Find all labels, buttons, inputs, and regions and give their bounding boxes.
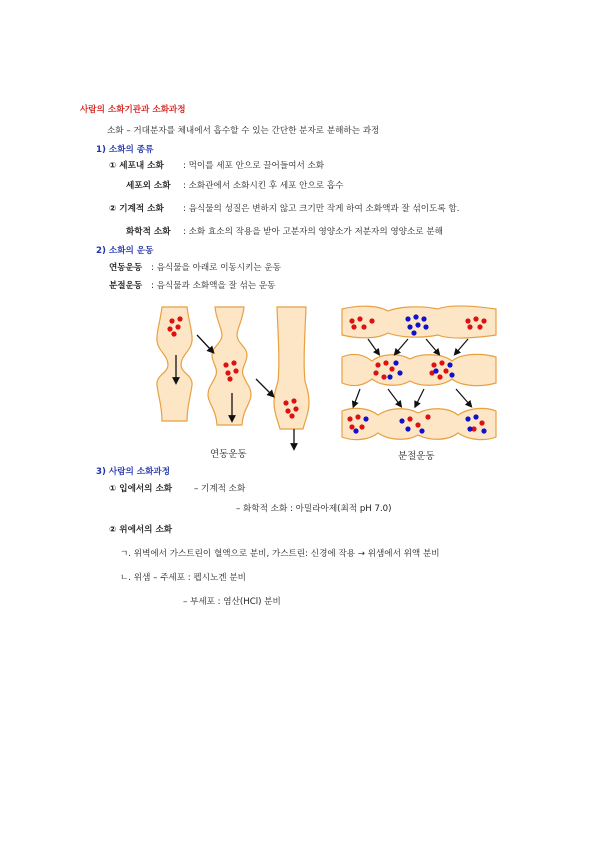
peristalsis-label: 연동운동 bbox=[109, 263, 143, 273]
intracellular-label: ① 세포내 소화 bbox=[109, 161, 164, 171]
segmentation-caption: 분절운동 bbox=[398, 451, 435, 462]
segmentation-label: 분절운동 bbox=[109, 281, 143, 291]
mouth-digestion-label: ① 입에서의 소화 bbox=[109, 484, 173, 494]
mechanical-label: ② 기계적 소화 bbox=[109, 204, 164, 214]
segmentation-figure bbox=[338, 303, 500, 449]
extracellular-label: 세포외 소화 bbox=[126, 181, 171, 191]
mouth-mechanical-text: – 기계적 소화 bbox=[194, 484, 246, 494]
peristalsis-figure bbox=[150, 303, 330, 453]
chief-cell-text: ㄴ. 위샘 – 주세포 : 펩시노겐 분비 bbox=[120, 573, 246, 583]
segment-row-2 bbox=[342, 354, 496, 385]
tube-3 bbox=[274, 307, 309, 429]
peristalsis-caption: 연동운동 bbox=[210, 449, 247, 460]
extracellular-text: : 소화관에서 소화시킨 후 세포 안으로 흡수 bbox=[183, 181, 344, 191]
parietal-cell-text: – 부세포 : 염산(HCl) 분비 bbox=[183, 597, 281, 607]
mechanical-text: : 음식물의 성질은 변하지 않고 크기만 작게 하여 소화액과 잘 섞이도록 함. bbox=[183, 204, 460, 214]
peristalsis-text: : 음식물을 아래로 이동시키는 운동 bbox=[151, 263, 282, 273]
intracellular-text: : 먹이를 세포 안으로 끌어들여서 소화 bbox=[183, 161, 325, 171]
segment-row-1 bbox=[342, 306, 496, 338]
chemical-label: 화학적 소화 bbox=[126, 227, 171, 237]
segmentation-text: : 음식물과 소화액을 잘 섞는 운동 bbox=[151, 281, 276, 291]
tube-1 bbox=[157, 307, 192, 421]
section-1-heading: 1) 소화의 종류 bbox=[96, 145, 154, 155]
tube-2 bbox=[208, 307, 251, 425]
gastrin-text: ㄱ. 위벽에서 가스트린이 혈액으로 분비, 가스트린: 신경에 작용 → 위샘에서 위액 분비 bbox=[120, 549, 440, 559]
definition-text: 소화 – 거대분자를 체내에서 흡수할 수 있는 간단한 분자로 분해하는 과정 bbox=[107, 126, 380, 136]
section-3-heading: 3) 사람의 소화과정 bbox=[96, 467, 171, 477]
section-2-heading: 2) 소화의 운동 bbox=[96, 246, 154, 256]
mouth-chemical-text: – 화학적 소화 : 아밀라아제(최적 pH 7.0) bbox=[236, 504, 392, 514]
page-title: 사람의 소화기관과 소화과정 bbox=[80, 105, 186, 115]
chemical-text: : 소화 효소의 작용을 받아 고분자의 영양소가 저분자의 영양소로 분해 bbox=[183, 227, 443, 237]
stomach-digestion-label: ② 위에서의 소화 bbox=[109, 525, 173, 535]
